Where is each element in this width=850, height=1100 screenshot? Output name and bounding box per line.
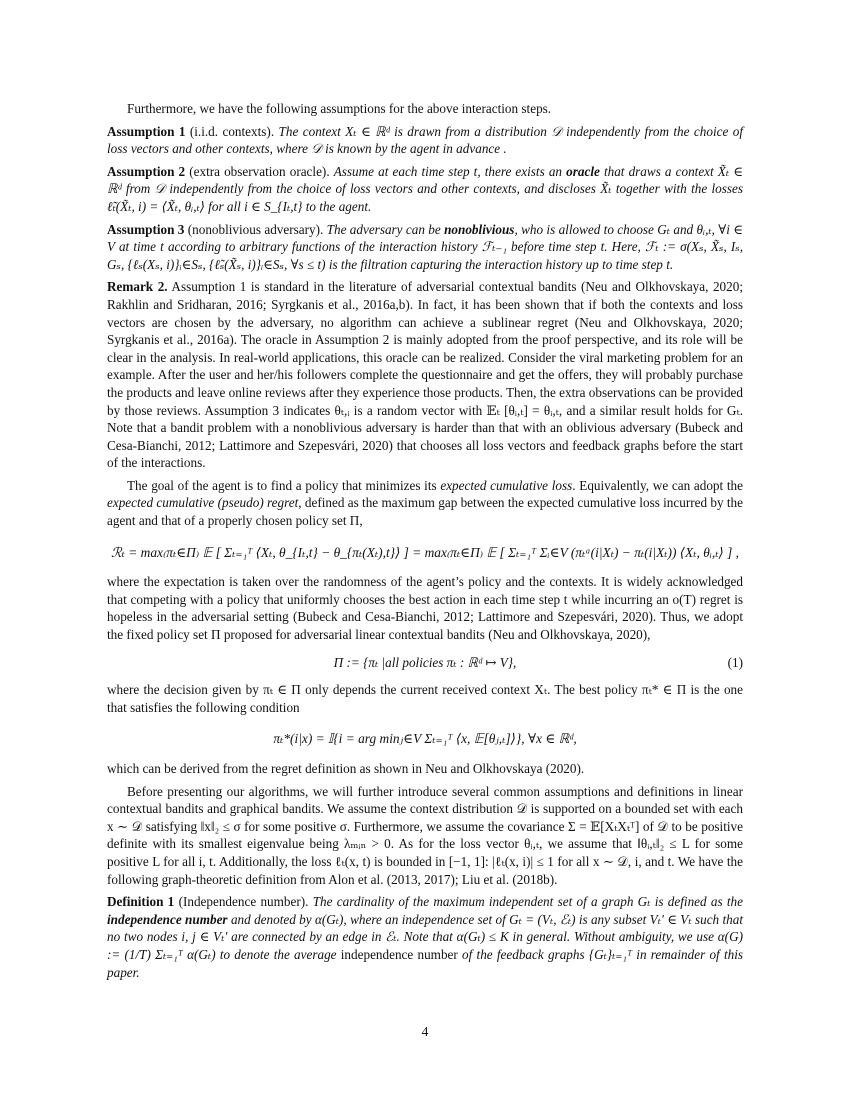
paper-page <box>107 100 743 986</box>
definition-1-body-pre: The cardinality of the maximum independent set of a graph Gₜ is defined as the <box>312 894 743 910</box>
regret-equation: ℛₜ = max₍πₜ∈Π₎ 𝔼 [ Σₜ₌₁ᵀ ⟨Xₜ, θ_{Iₜ,t} − θ_{πₜ(Xₜ),t}⟩ ] = max₍πₜ∈Π₎ 𝔼 [ Σₜ₌₁ᵀ Σᵢ∈V (πₜᵃ(i|Xₜ) − πₜ(i|Xₜ)) ⟨Xₜ, θᵢ,ₜ⟩ ] , <box>110 544 740 560</box>
remark-2-body: Assumption 1 is standard in the literature of adversarial contextual bandits (Neu and Olkhovskaya, 2020; Rakhlin and Sridharan, 2016; Syrgkanis et al., 2016a,b). In fact, it has been shown that if both the contexts and loss vectors are chosen by the adversary, no algorithm can achieve a sublinear regret (Neu and Olkhovskaya, 2020; Syrgkanis et al., 2016a). The oracle in Assumption 2 is mainly adopted from the proof perspective, and its role will be clear in the analysis. In real-world applications, this oracle can be realized. Consider the viral marketing problem for an example. After the user and her/his followers complete the questionnaire and get the offers, they will probably purchase the products and leave online reviews after they experience those products. Then, the extra observations can be provided by those reviews. Assumption 3 indicates θₜ,ᵢ is a random vector with 𝔼ₜ [θᵢ,ₜ] = θᵢ,ₜ, and a similar result holds for Gₜ. Note that a bandit problem with a nonoblivious adversary is harder than that with an oblivious adversary (Bubeck and Cesa-Bianchi, 2012; Lattimore and Szepesvári, 2020) that chooses all loss vectors and feedback graphs before the start of the interactions. <box>107 279 744 471</box>
assumption-2-title: (extra observation oracle). <box>189 163 330 179</box>
goal-text-1: The goal of the agent is to find a policy that minimizes its <box>127 477 437 493</box>
definition-1-body-mid: and denoted by α(Gₜ), where an independence set of Gₜ = (Vₜ, ℰₜ) is any subset Vₜ′ ∈ Vₜ such that no two nodes i, j ∈ Vₜ′ are connected by an edge in ℰₜ. Note that α(Gₜ) ≤ K in general. Without ambiguity, we use α(G) := (1/T) Σₜ₌₁ᵀ α(Gₜ) to denote the average <box>107 911 743 962</box>
assumption-3 <box>107 221 743 274</box>
assumption-2-body-pre: Assume at each time step t, there exists an <box>333 163 563 179</box>
assumption-3-nonoblivious-term: nonoblivious <box>444 221 515 237</box>
expectation-paragraph: where the expectation is taken over the randomness of the agent’s policy and the contexts. It is widely acknowledged that competing with a policy that uniformly chooses the best action in each time step t while incurring an o(T) regret is hopeless in the adversarial setting (Bubeck and Cesa-Bianchi, 2012; Lattimore and Szepesvári, 2020). Thus, we adopt the fixed policy set Π proposed for adversarial linear contextual bandits (Neu and Olkhovskaya, 2020), <box>107 574 743 643</box>
definition-1-title: (Independence number). <box>178 894 309 910</box>
assumption-2 <box>107 163 743 216</box>
goal-emphasis-regret: expected cumulative (pseudo) regret <box>107 495 299 511</box>
definition-1-independence-term: independence number <box>107 911 228 927</box>
definition-1 <box>107 893 743 981</box>
definition-1-body-roman: independence number <box>340 946 458 962</box>
best-policy-equation: πₜ*(i|x) = 𝕀{i = arg minⱼ∈V Σₜ₌₁ᵀ ⟨x, 𝔼[θⱼ,ₜ]⟩}, ∀x ∈ ℝᵈ, <box>273 731 577 747</box>
equation-number-1: (1) <box>727 654 743 670</box>
assumptions-paragraph: Before presenting our algorithms, we will further introduce several common assumptions and definitions in linear contextual bandits and graphical bandits. We assume the context distribution 𝒟 is supported on a bounded set with each x ∼ 𝒟 satisfying ‖x‖₂ ≤ σ for some positive σ. Furthermore, we assume the covariance Σ = 𝔼[XₜXₜᵀ] of 𝒟 to be positive definite with its smallest eigenvalue being λₘᵢₙ > 0. As for the loss vector θᵢ,ₜ, we assume that ‖θᵢ,ₜ‖₂ ≤ L for some positive L for all i, t. Additionally, the loss ℓₜ(x, t) is bounded in [−1, 1]: |ℓₜ(x, i)| ≤ 1 for all x ∼ 𝒟, i, and t. We have the following graph-theoretic definition from Alon et al. (2013, 2017); Liu et al. (2018b). <box>107 783 743 887</box>
page-number: 4 <box>421 1024 429 1039</box>
policy-set-formula: Π := {πₜ |all policies πₜ : ℝᵈ ↦ V}, <box>333 654 517 670</box>
definition-1-body-post: of the feedback graphs {Gₜ}ₜ₌₁ᵀ in remainder of this paper. <box>107 946 744 980</box>
definition-1-label: Definition 1 <box>107 894 175 910</box>
assumption-3-title: (nonoblivious adversary). <box>187 221 324 237</box>
goal-text-3: , defined as the maximum gap between the expected cumulative loss incurred by the agent and that of a properly chosen policy set Π, <box>107 495 743 529</box>
assumption-1 <box>107 123 743 158</box>
derived-paragraph: which can be derived from the regret definition as shown in Neu and Olkhovskaya (2020). <box>107 761 585 776</box>
assumption-2-body-post: that draws a context X̃ₜ ∈ ℝᵈ from 𝒟 independently from the choice of loss vectors and other contexts, and discloses X̃ₜ together with the losses ℓ̃ₜ(X̃ₜ, i) = ⟨X̃ₜ, θᵢ,ₜ⟩ for all i ∈ S_{Iₜ,t} to the agent. <box>107 163 743 214</box>
assumption-3-body-pre: The adversary can be <box>326 221 441 237</box>
assumption-2-label: Assumption 2 <box>107 163 186 179</box>
assumption-1-title: (i.i.d. contexts). <box>189 123 275 139</box>
assumption-3-label: Assumption 3 <box>107 221 185 237</box>
assumption-2-oracle-term: oracle <box>566 163 600 179</box>
remark-2-label: Remark 2. <box>107 279 168 295</box>
goal-emphasis-loss: expected cumulative loss <box>440 477 573 493</box>
decision-paragraph: where the decision given by πₜ ∈ Π only depends the current received context Xₜ. The best policy πₜ* ∈ Π is the one that satisfies the following condition <box>107 682 743 715</box>
assumption-1-body: The context Xₜ ∈ ℝᵈ is drawn from a distribution 𝒟 independently from the choice of loss vectors and other contexts, where 𝒟 is known by the agent in advance . <box>107 123 744 157</box>
policy-set-equation <box>107 654 743 672</box>
remark-2 <box>107 278 743 472</box>
goal-text-2: . Equivalently, we can adopt the <box>572 477 744 493</box>
intro-paragraph: Furthermore, we have the following assumptions for the above interaction steps. <box>127 101 552 116</box>
assumption-3-body-post: , who is allowed to choose Gₜ and θᵢ,ₜ, ∀i ∈ V at time t according to arbitrary functions of the interaction history ℱₜ₋₁ before time step t. Here, ℱₜ := σ(Xₛ, X̃ₛ, Iₛ, Gₛ, {ℓₛ(Xₛ, i)}ᵢ∈Sₛ, {ℓ̃ₛ(X̃ₛ, i)}ᵢ∈Sₛ, ∀s ≤ t) is the filtration capturing the interaction history up to time step t. <box>107 221 743 272</box>
assumption-1-label: Assumption 1 <box>107 123 186 139</box>
goal-paragraph <box>107 477 743 530</box>
